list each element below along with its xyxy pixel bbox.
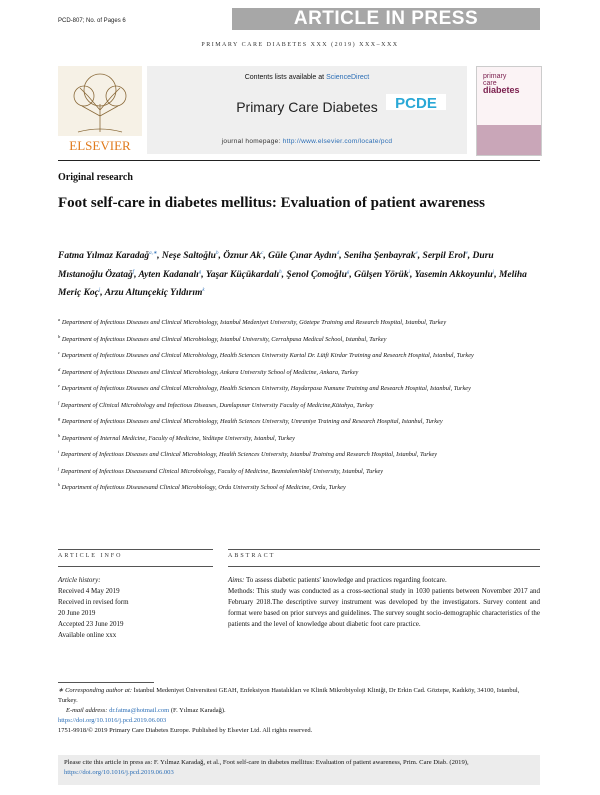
sciencedirect-link[interactable]: ScienceDirect xyxy=(326,74,370,81)
email-link[interactable]: dr.fatma@hotmail.com xyxy=(109,707,170,714)
author-affiliation-marker: h xyxy=(279,269,282,275)
copyright-line: 1751-9918/© 2019 Primary Care Diabetes Europe. Published by Elsevier Ltd. All rights reserved. xyxy=(58,727,313,734)
author-name[interactable]: Yaşar Küçükardalı xyxy=(205,269,280,280)
pcde-logo xyxy=(386,94,446,121)
author-affiliation-marker: e xyxy=(465,251,468,256)
author-affiliation-marker: b xyxy=(215,251,219,256)
history-item: Received 4 May 2019 xyxy=(58,587,120,595)
abstract-methods: Methods: This study was conducted as a cross-sectional study in 1030 patients between November 2017 and February 2018.The descriptive survey instrument was developed by the investigators. Survey content and format were based on prior surveys and guidelines. The survey sought socio-demographic characteristics of the patients and the level of knowledge about diabetic foot care practice. xyxy=(228,587,540,628)
author-name[interactable]: Gülşen Yörük xyxy=(354,269,409,280)
author-name[interactable]: Öznur Ak xyxy=(223,251,262,262)
affiliation-item: $^d$ Department of Infectious Diseases and Clinical Microbiology, Ankara University School of Medicine, Ankara, Turkey xyxy=(58,366,359,376)
affiliation-item: $^b$ Department of Infectious Diseases and Clinical Microbiology, Istanbul University, Cerrahpasa Medical School, Istanbul, Turkey xyxy=(58,333,387,343)
article-title: Foot self-care in diabetes mellitus: Evaluation of patient awareness xyxy=(58,195,485,211)
author-name[interactable]: Serpil Erol xyxy=(422,251,466,262)
article-type: Original research xyxy=(58,172,133,183)
history-item: Accepted 23 June 2019 xyxy=(58,620,124,628)
author-affiliation-marker: c xyxy=(261,251,264,256)
author-affiliation-marker: j xyxy=(492,269,495,275)
author-affiliation-marker: e xyxy=(415,251,418,256)
footnote-rule xyxy=(58,682,154,683)
journal-cover-image xyxy=(476,66,542,156)
author-name[interactable]: Ayten Kadanalı xyxy=(138,269,199,280)
author-name[interactable]: Güle Çınar Aydın xyxy=(268,251,337,262)
svg-text:PCDE: PCDE xyxy=(395,95,437,112)
author-name[interactable]: Meliha Meriç Koç xyxy=(58,269,527,299)
affiliation-item: $^h$ Department of Internal Medicine, Faculty of Medicine, Yeditepe University, Istanbul, Turkey xyxy=(58,432,295,442)
homepage-link[interactable]: http://www.elsevier.com/locate/pcd xyxy=(282,138,393,145)
affiliation-list xyxy=(58,315,538,497)
contents-line: Contents lists available at ScienceDirect xyxy=(244,74,370,81)
manuscript-id: PCD-807; No. of Pages 6 xyxy=(58,18,126,24)
info-rule-bottom xyxy=(58,566,213,567)
citation-doi-link[interactable]: https://doi.org/10.1016/j.pcd.2019.06.003 xyxy=(64,769,174,776)
history-label: Article history: xyxy=(58,576,101,584)
author-name[interactable]: Neşe Saltoğlu xyxy=(161,251,216,262)
author-affiliation-marker: d xyxy=(336,251,340,256)
journal-homepage: journal homepage: http://www.elsevier.com/locate/pcd xyxy=(221,138,393,145)
affiliation-item: $^i$ Department of Infectious Diseases and Clinical Microbiology, Health Sciences University, Istanbul Training and Research Hospital, Istanbul, Turkey xyxy=(58,449,438,459)
abstract-aims: Aims: To assess diabetic patients' knowledge and practices regarding footcare. xyxy=(228,576,447,584)
author-name[interactable]: Şenol Çomoğlu xyxy=(286,269,347,280)
article-info-heading: ARTICLE INFO xyxy=(58,553,123,559)
author-affiliation-marker: g xyxy=(198,269,202,275)
abstract-heading: ABSTRACT xyxy=(228,553,276,559)
author-affiliation-marker: i xyxy=(408,269,410,275)
journal-reference: PRIMARY CARE DIABETES XXX (2019) XXX–XXX xyxy=(201,42,399,48)
citation-footer: Please cite this article in press as: F. Yılmaz Karadağ, et al., Foot self-care in diabetes mellitus: Evaluation of patient awareness, Prim. Care Diab. (2019), https://doi.org/10.1016/j.pcd.2019.06.003 xyxy=(58,755,540,785)
corresponding-author: ∗ Corresponding author at: İstanbul Medeniyet Üniversitesi GEAH, Enfeksiyon Hastalıkları ve Klinik Mikrobiyoloji Kliniği, Dr Erkin Cad. Göztepe, Kadıköy, 34100, Istanbul, Turkey. xyxy=(58,687,520,704)
elsevier-logo xyxy=(58,66,142,154)
affiliation-item: $^g$ Department of Infectious Diseases and Clinical Microbiology, Health Sciences University, Umraniye Training and Research Hospital, Istanbul, Turkey xyxy=(58,416,443,426)
author-affiliation-marker: g xyxy=(346,269,350,275)
author-affiliation-marker: j xyxy=(98,288,101,294)
affiliation-item: $^f$ Department of Clinical Microbiology and Infectious Diseases, Dumlupınar University Faculty of Medicine,Kütahya, Turkey xyxy=(58,399,374,409)
author-name[interactable]: Arzu Altunçekiç Yıldırım xyxy=(104,288,203,299)
author-name[interactable]: Fatma Yılmaz Karadağ xyxy=(58,251,150,262)
journal-title: Primary Care Diabetes xyxy=(236,99,378,115)
correspondence-block xyxy=(58,686,540,736)
article-in-press-banner: ARTICLE IN PRESS xyxy=(232,8,540,30)
author-affiliation-marker: f xyxy=(132,269,135,275)
affiliation-item: $^e$ Department of Infectious Diseases and Clinical Microbiology, Health Sciences University, Haydarpasa Numune Training and Research Hospital, Istanbul, Turkey xyxy=(58,383,471,393)
publisher-name: ELSEVIER xyxy=(69,138,131,153)
doi-link[interactable]: https://doi.org/10.1016/j.pcd.2019.06.003 xyxy=(58,717,167,724)
history-item: Received in revised form xyxy=(58,598,129,606)
affiliation-item: $^k$ Department of Infectious Diseasesand Clinical Microbiology, Ordu University School of Medicine, Ordu, Turkey xyxy=(58,482,346,492)
abstract-body xyxy=(228,575,540,630)
author-affiliation-marker: k xyxy=(202,288,205,294)
author-list: Fatma Yılmaz Karadağ$^{a,∗}$, Neşe Saltoğlu$^b$, Öznur Ak$^c$, Güle Çınar Aydın$^d$, Seniha Şenbayrak$^e$, Serpil Erol$^e$, Duru Mıstanoğlu Özatağ$^f$, Ayten Kadanalı$^g$, Yaşar Küçükardalı$^h$, Şenol Çomoğlu$^g$, Gülşen Yörük$^i$, Yasemin Akkoyunlu$^j$, Meliha Meriç Koç$^j$, Arzu Altunçekiç Yıldırım$^k$ xyxy=(58,251,527,299)
email-line: E-mail address: dr.fatma@hotmail.com (F. Yılmaz Karadağ). xyxy=(66,707,226,714)
affiliation-item: $^j$ Department of Infectious Diseasesand Clinical Microbiology, Faculty of Medicine, BezmialemVakif University, Istanbul, Turkey xyxy=(58,465,384,475)
info-rule-top xyxy=(58,549,213,550)
author-name[interactable]: Duru Mıstanoğlu Özatağ xyxy=(58,251,494,280)
affiliation-item: $^a$ Department of Infectious Diseases and Clinical Microbiology, Istanbul Medeniyet University, Göztepe Training and Research Hospital, Istanbul, Turkey xyxy=(58,317,447,327)
abstract-rule-bottom xyxy=(228,566,540,567)
history-item: 20 June 2019 xyxy=(58,609,96,617)
abstract-rule-top xyxy=(228,549,540,550)
author-name[interactable]: Yasemin Akkoyunlu xyxy=(414,269,493,280)
history-item: Available online xxx xyxy=(58,631,117,639)
author-name[interactable]: Seniha Şenbayrak xyxy=(344,251,416,262)
cover-title: primary care diabetes xyxy=(483,73,520,95)
affiliation-item: $^c$ Department of Infectious Diseases and Clinical Microbiology, Health Sciences University Kartal Dr. Lütfi Kirdar Training and Research Hospital, Istanbul, Turkey xyxy=(58,350,474,360)
article-history xyxy=(58,575,198,641)
header-divider xyxy=(58,160,540,161)
